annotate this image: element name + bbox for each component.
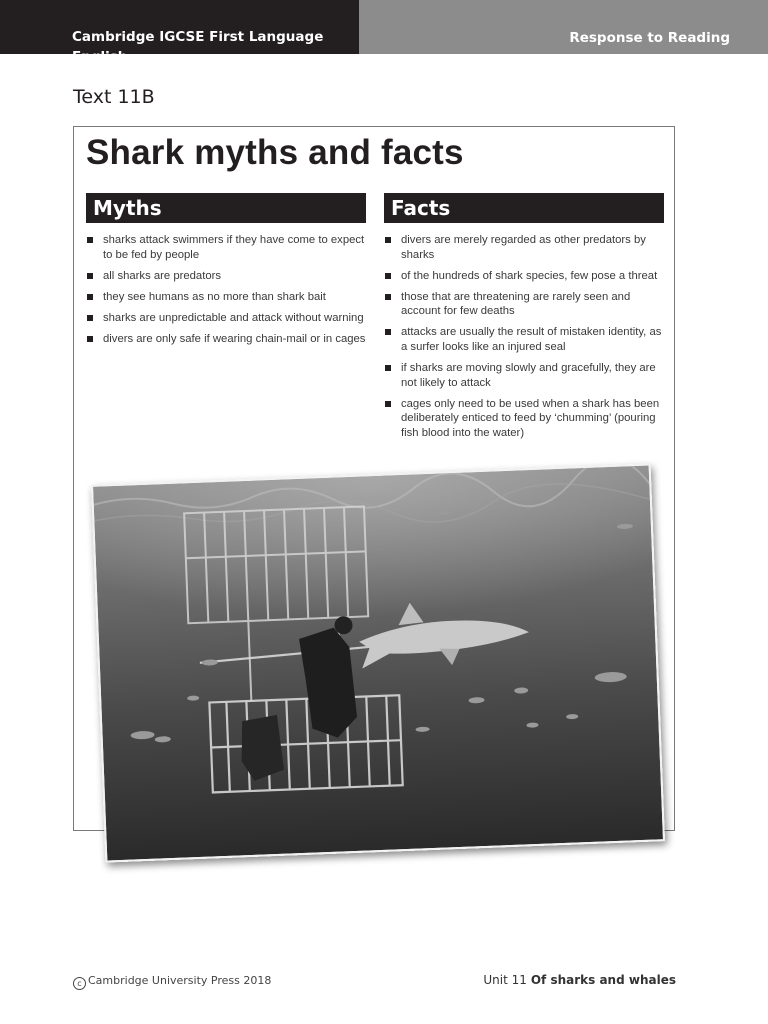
facts-column [384,193,664,447]
list-item: attacks are usually the result of mistaken identity, as a surfer looks like an injured seal [384,325,664,354]
list-item: they see humans as no more than shark bait [86,290,366,305]
bullet-icon [385,329,391,335]
copyright-text: Cambridge University Press 2018 [88,974,272,987]
underwater-scene-image [93,465,663,860]
list-item: all sharks are predators [86,269,366,284]
list-item: those that are threatening are rarely seen and account for few deaths [384,290,664,319]
bullet-icon [87,294,93,300]
list-item: sharks attack swimmers if they have come to expect to be fed by people [86,233,366,262]
list-item: divers are merely regarded as other predators by sharks [384,233,664,262]
box-title: Shark myths and facts [86,133,464,172]
bullet-icon [385,401,391,407]
bullet-icon [87,315,93,321]
copyright-icon: c [73,977,86,990]
text-label: Text 11B [73,86,155,108]
bullet-icon [385,273,391,279]
myths-column [86,193,366,353]
header-section: Response to Reading [359,0,768,54]
bullet-icon [385,365,391,371]
footer-copyright [73,974,271,990]
shark-cage-photo [91,463,665,862]
list-item: cages only need to be used when a shark has been deliberately enticed to feed by ‘chumming’ (pouring fish blood into the water) [384,397,664,441]
bullet-icon [385,294,391,300]
list-item: divers are only safe if wearing chain-mail or in cages [86,332,366,347]
list-item: if sharks are moving slowly and gracefully, they are not likely to attack [384,361,664,390]
bullet-icon [385,237,391,243]
header-book-title: Cambridge IGCSE First Language English [0,0,359,54]
facts-list [384,233,664,441]
facts-heading: Facts [384,193,664,223]
list-item: sharks are unpredictable and attack without warning [86,311,366,326]
bullet-icon [87,237,93,243]
myths-heading: Myths [86,193,366,223]
list-item: of the hundreds of shark species, few pose a threat [384,269,664,284]
bullet-icon [87,336,93,342]
unit-number: Unit 11 [483,973,527,987]
unit-title: Of sharks and whales [530,973,676,987]
bullet-icon [87,273,93,279]
footer-unit [483,973,676,987]
myths-list [86,233,366,347]
